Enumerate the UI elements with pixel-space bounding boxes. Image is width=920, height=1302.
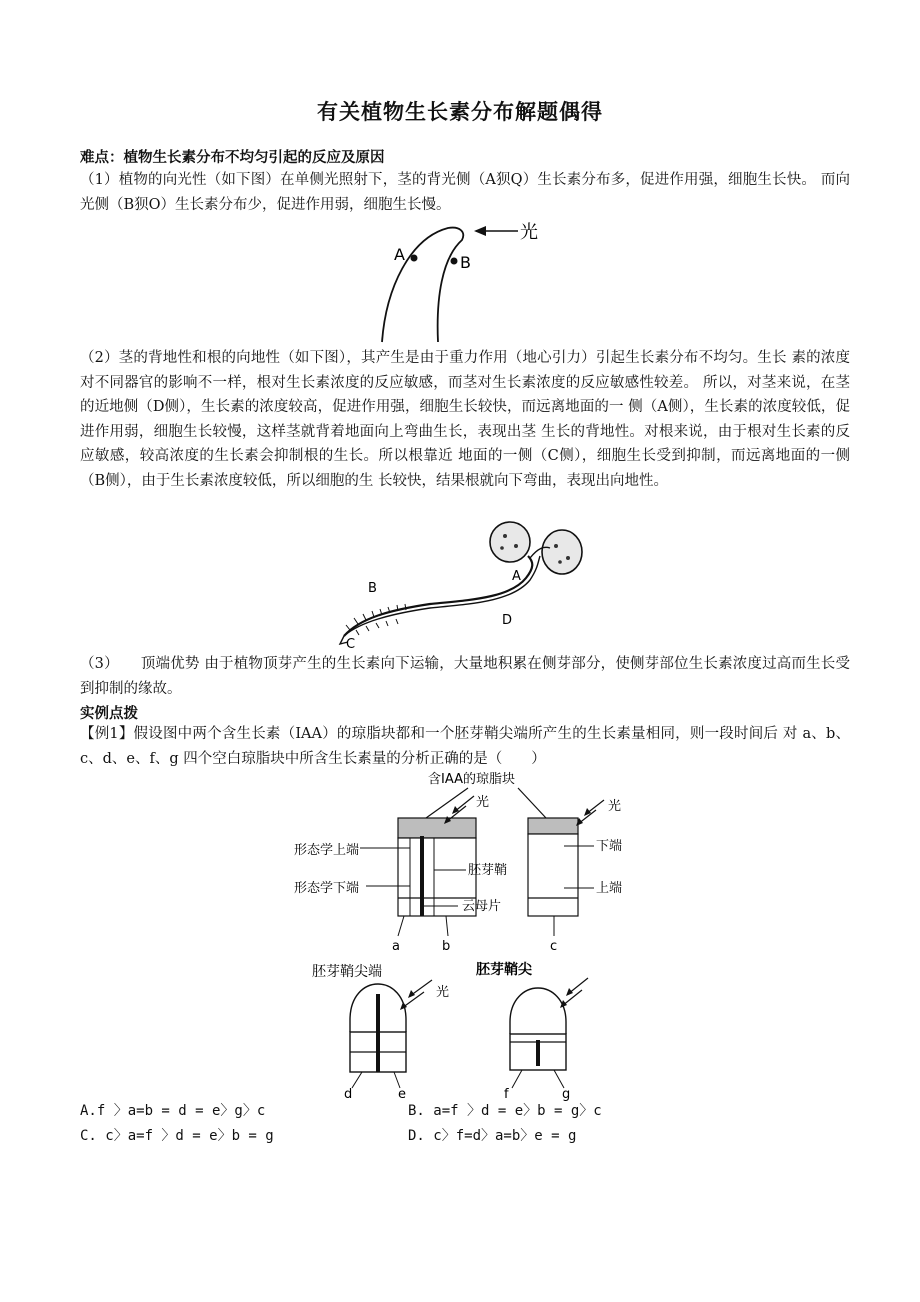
fig3-down-end: 下端 (596, 839, 623, 854)
fig3-label-b: b (442, 939, 451, 954)
fig3-label-g: g (562, 1087, 571, 1102)
figure-coleoptile-experiment (290, 770, 630, 1100)
fig3-agar-title: 含IAA的琼脂块 (428, 772, 515, 787)
example-1-question: 【例1】假设图中两个含生长素（IAA）的琼脂块都和一个胚芽鞘尖端所产生的生长素量相同，则一段时间后 对 a、b、c、d、e、f、g 四个空白琼脂块中所含生长素量的分析正确的是（ ） (80, 726, 850, 767)
page-title: 有关植物生长素分布解题偶得 (317, 100, 603, 124)
fig3-coleoptile: 胚芽鞘 (468, 863, 508, 878)
fig2-label-d: D (502, 613, 513, 628)
paragraph-phototropism: （1）植物的向光性（如下图）在单侧光照射下，茎的背光侧（A狈Q）生长素分布多，促进作用强，细胞生长快。 而向光侧（B狈O）生长素分布少，促进作用弱，细胞生长慢。 (80, 172, 850, 213)
fig3-tip: 胚芽鞘尖 (476, 962, 532, 978)
fig2-label-a: A (512, 569, 521, 584)
fig3-label-d: d (344, 1087, 353, 1102)
fig2-label-c: C (346, 637, 356, 652)
fig3-tip-end: 胚芽鞘尖端 (312, 964, 382, 980)
difficulty-heading: 难点：植物生长素分布不均匀引起的反应及原因 (80, 150, 385, 166)
option-d[interactable]: D. c〉f=d〉a=b〉e = g (408, 1128, 577, 1144)
paragraph-apical-dominance: （3） 顶端优势 由于植物顶芽产生的生长素向下运输，大量地积累在侧芽部分，使侧芽部位生长素浓度过高而生长受 到抑制的缘故。 (80, 656, 850, 697)
fig3-light-top-right: 光 (608, 799, 622, 814)
figure-phototropism (370, 218, 560, 346)
fig3-label-f: f (504, 1087, 509, 1102)
fig3-light-bottom-left: 光 (436, 985, 450, 1000)
fig3-light-top-left: 光 (476, 795, 490, 810)
fig2-label-b: B (368, 581, 377, 596)
fig3-up-end: 上端 (596, 881, 623, 896)
fig3-lower-end: 形态学下端 (294, 881, 360, 896)
option-b[interactable]: B. a=f 〉d = e〉b = g〉c (408, 1103, 602, 1119)
fig1-light-label: 光 (520, 222, 538, 243)
fig3-mica: 云母片 (462, 899, 502, 914)
fig3-label-e: e (398, 1087, 406, 1102)
option-c[interactable]: C. c〉a=f 〉d = e〉b = g (80, 1128, 274, 1144)
figure-gravitropism (330, 518, 590, 650)
fig3-label-c: c (550, 939, 558, 954)
fig3-label-a: a (392, 939, 400, 954)
paragraph-gravitropism: （2）茎的背地性和根的向地性（如下图），其产生是由于重力作用（地心引力）引起生长素分布不均匀。生长 素的浓度对不同器官的影响不一样，根对生长素浓度的反应敏感，而茎对生长素浓度的反应敏感性较差。 所以，对茎来说，在茎的近地侧（D侧），生长素的浓度较高，促进作用强，细胞生长较快，而远离地面的一 侧（A侧），生长素的浓度较低，促进作用弱，细胞生长较慢，这样茎就背着地面向上弯曲生长，表现出茎 生长的背地性。对根来说，由于根对生长素的反应敏感，较高浓度的生长素会抑制根的生长。所以根靠近 地面的一侧（C侧），细胞生长受到抑制，而远离地面的一侧（B侧），由于生长素浓度较低，所以细胞的生 长较快，结果根就向下弯曲，表现出向地性。 (80, 350, 850, 489)
fig1-label-b: B (460, 253, 471, 272)
option-a[interactable]: A.f 〉a=b = d = e〉g〉c (80, 1103, 266, 1119)
fig3-upper-end: 形态学上端 (294, 843, 360, 858)
fig1-label-a: A (394, 245, 405, 264)
examples-heading: 实例点拨 (80, 706, 138, 722)
